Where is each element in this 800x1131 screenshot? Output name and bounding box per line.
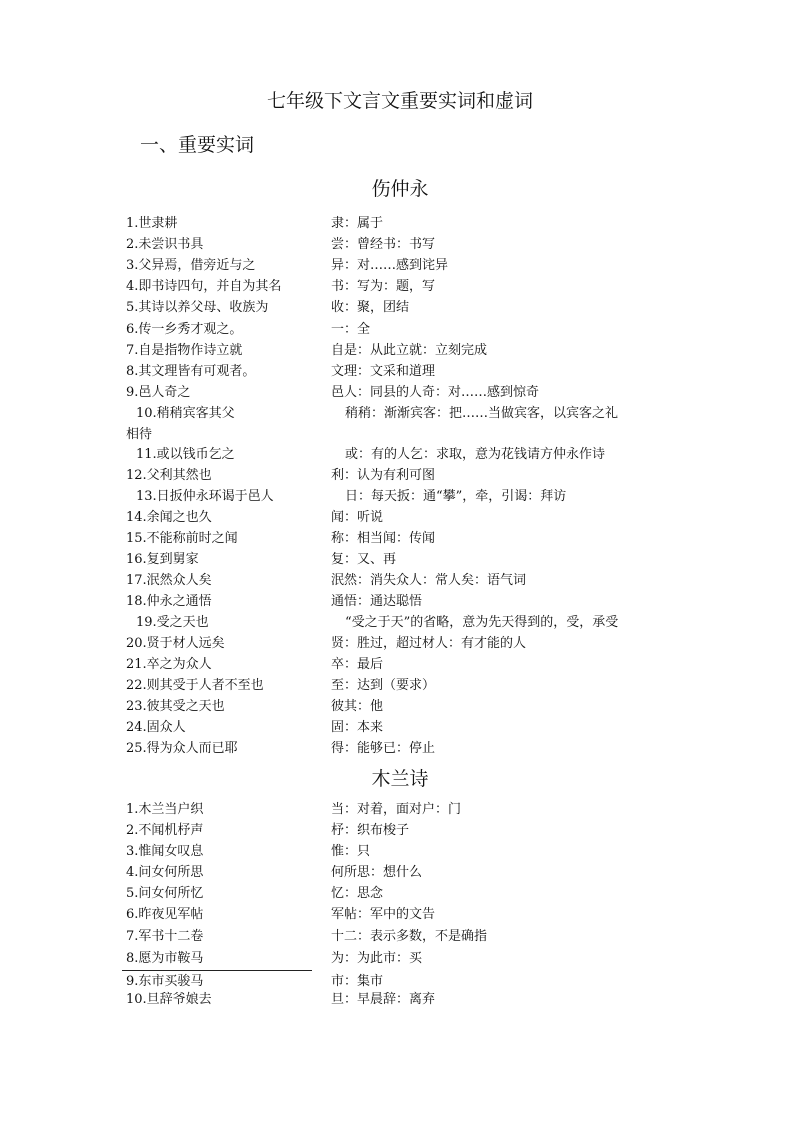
vocab-entry — [0, 256, 800, 276]
entry-phrase: 8.愿为市鞍马 — [126, 951, 204, 966]
vocab-entry — [0, 655, 800, 675]
entry-definition: 忆：思念 — [331, 886, 384, 901]
vocab-entry — [0, 739, 800, 759]
vocab-entry — [0, 990, 800, 1010]
section-heading: 一、重要实词 — [140, 134, 255, 156]
vocab-entry — [0, 697, 800, 717]
entry-phrase: 6.昨夜见军帖 — [126, 907, 204, 922]
entry-definition: 自是：从此立就：立刻完成 — [331, 343, 488, 358]
entry-definition: 一：全 — [331, 322, 371, 337]
entry-definition: 闻：听说 — [331, 510, 384, 525]
vocab-entry — [0, 235, 800, 255]
entry-phrase: 20.贤于材人远矣 — [126, 636, 225, 651]
vocab-entry — [0, 884, 800, 904]
entry-definition: 杼：织布梭子 — [331, 823, 410, 838]
entry-phrase: 12.父利其然也 — [126, 468, 212, 483]
text-title-1: 伤仲永 — [371, 178, 429, 200]
entry-phrase: 19.受之天也 — [136, 615, 209, 630]
entry-phrase: 5.问女何所忆 — [126, 886, 204, 901]
entry-definition: 得：能够已：停止 — [331, 741, 436, 756]
vocab-entry — [0, 634, 800, 654]
entry-definition: 固：本来 — [331, 720, 384, 735]
document-title: 七年级下文言文重要实词和虚词 — [266, 90, 533, 112]
entry-phrase: 5.其诗以养父母、收族为 — [126, 300, 269, 315]
vocab-entry — [0, 676, 800, 696]
entry-definition: 当：对着，面对户：门 — [331, 802, 462, 817]
entry-definition: 十二：表示多数，不是确指 — [331, 929, 488, 944]
vocab-entry — [0, 362, 800, 382]
entry-definition: 异：对……感到诧异 — [331, 258, 449, 273]
text-title-2: 木兰诗 — [371, 768, 429, 790]
entry-definition: 泯然：消失众人：常人矣：语气词 — [331, 573, 527, 588]
entry-phrase: 23.彼其受之天也 — [126, 699, 225, 714]
vocab-entry — [0, 445, 800, 465]
vocab-entry — [0, 592, 800, 612]
entry-definition: 称：相当闻：传闻 — [331, 531, 436, 546]
entry-phrase: 13.日扳仲永环谒于邑人 — [136, 489, 274, 504]
vocab-entry — [0, 487, 800, 507]
entry-phrase: 16.复到舅家 — [126, 552, 199, 567]
entry-phrase: 15.不能称前时之闻 — [126, 531, 238, 546]
entry-phrase: 10.稍稍宾客其父 — [136, 406, 235, 421]
entry-definition: 尝：曾经书：书写 — [331, 237, 436, 252]
entry-definition: “受之于天”的省略，意为先天得到的，受，承受 — [345, 615, 619, 630]
vocab-entry — [0, 972, 800, 992]
entry-phrase: 4.即书诗四句，并自为其名 — [126, 279, 282, 294]
entry-phrase: 18.仲永之通悟 — [126, 594, 212, 609]
entry-phrase: 4.问女何所思 — [126, 865, 204, 880]
entry-definition: 隶：属于 — [331, 216, 384, 231]
entry-phrase: 10.旦辞爷娘去 — [126, 992, 212, 1007]
entry-phrase: 1.世隶耕 — [126, 216, 178, 231]
entry-phrase: 9.东市买骏马 — [126, 974, 204, 989]
entry-definition: 复：又、再 — [331, 552, 397, 567]
entry-phrase: 21.卒之为众人 — [126, 657, 212, 672]
vocab-entry — [0, 404, 800, 424]
vocab-entry — [0, 718, 800, 738]
vocab-entry — [0, 821, 800, 841]
entry-definition: 至：达到（要求） — [331, 678, 436, 693]
vocab-entry — [0, 613, 800, 633]
vocab-entry — [0, 571, 800, 591]
entry-definition: 或：有的人乞：求取，意为花钱请方仲永作诗 — [345, 447, 606, 462]
entry-definition: 何所思：想什么 — [331, 865, 423, 880]
entry-phrase: 3.惟闻女叹息 — [126, 844, 204, 859]
entry-definition: 邑人：同县的人奇：对……感到惊奇 — [331, 385, 540, 400]
vocab-entry — [0, 927, 800, 947]
entry-phrase: 6.传一乡秀才观之。 — [126, 322, 243, 337]
vocab-entry — [0, 508, 800, 528]
entry-phrase: 3.父异焉，借旁近与之 — [126, 258, 256, 273]
entry-phrase: 24.固众人 — [126, 720, 186, 735]
entry-phrase: 14.余闻之也久 — [126, 510, 212, 525]
entry-phrase: 2.不闻机杼声 — [126, 823, 204, 838]
entry-phrase: 7.军书十二卷 — [126, 929, 204, 944]
entry-definition: 为：为此市：买 — [331, 951, 423, 966]
entry-definition: 市：集市 — [331, 974, 384, 989]
vocab-entry — [0, 466, 800, 486]
entry-phrase: 9.邑人奇之 — [126, 385, 191, 400]
entry-definition: 彼其：他 — [331, 699, 384, 714]
entry-definition: 卒：最后 — [331, 657, 384, 672]
vocab-entry — [0, 341, 800, 361]
entry-definition: 收：聚，团结 — [331, 300, 410, 315]
entry-definition: 书：写为：题，写 — [331, 279, 436, 294]
entry-definition: 贤：胜过，超过材人：有才能的人 — [331, 636, 527, 651]
vocab-entry — [0, 214, 800, 234]
entry-phrase: 1.木兰当户织 — [126, 802, 204, 817]
entry-definition: 旦：早晨辞：离弃 — [331, 992, 436, 1007]
vocab-entry — [0, 277, 800, 297]
divider-line — [122, 970, 312, 971]
entry-phrase: 17.泯然众人矣 — [126, 573, 212, 588]
vocab-entry — [0, 320, 800, 340]
entry-definition: 通悟：通达聪悟 — [331, 594, 423, 609]
entry-definition: 日：每天扳：通“攀”，牵，引谒：拜访 — [345, 489, 567, 504]
vocab-entry — [0, 842, 800, 862]
vocab-entry — [0, 550, 800, 570]
vocab-entry — [0, 529, 800, 549]
entry-definition: 惟：只 — [331, 844, 371, 859]
entry-phrase: 2.未尝识书具 — [126, 237, 204, 252]
entry-continuation: 相待 — [126, 427, 153, 442]
vocab-entry — [0, 863, 800, 883]
vocab-entry — [0, 949, 800, 969]
entry-phrase: 8.其文理皆有可观者。 — [126, 364, 256, 379]
entry-phrase: 7.自是指物作诗立就 — [126, 343, 243, 358]
entry-definition: 稍稍：渐渐宾客：把……当做宾客，以宾客之礼 — [345, 406, 619, 421]
vocab-entry — [0, 383, 800, 403]
vocab-entry — [0, 298, 800, 318]
entry-phrase: 11.或以钱币乞之 — [136, 447, 235, 462]
vocab-entry — [0, 800, 800, 820]
entry-definition: 文理：文采和道理 — [331, 364, 436, 379]
entry-definition: 利：认为有利可图 — [331, 468, 436, 483]
vocab-entry — [0, 905, 800, 925]
entry-phrase: 22.则其受于人者不至也 — [126, 678, 264, 693]
entry-phrase: 25.得为众人而已耶 — [126, 741, 238, 756]
entry-definition: 军帖：军中的文告 — [331, 907, 436, 922]
